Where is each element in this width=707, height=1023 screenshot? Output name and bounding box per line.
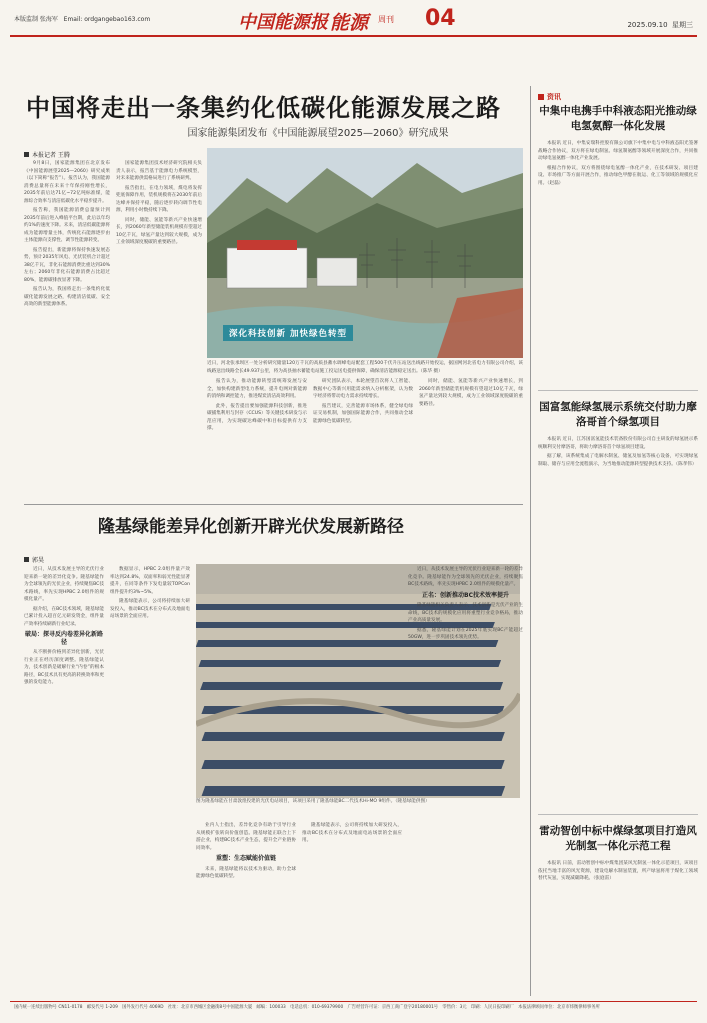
page-number: 04 — [425, 6, 456, 31]
lead-headline: 中国将走出一条集约化低碳化能源发展之路 — [26, 93, 501, 122]
lead-paragraph: 报告认为，推动能源转型需统筹发展与安全，加快构建新型电力系统，提升电网对新能源的消纳和调控能力，推进煤炭清洁高效利用。 — [207, 379, 307, 399]
sidebar-news1-title: 中集中电携手中科液态阳光推动绿电氢氨醇一体化发展 — [539, 105, 697, 132]
sidebar-paragraph: 本报讯 近日，中集安瑞科控股有限公司旗下中集中电与中科液态阳光签署战略合作协议，双方将在绿电制氢、绿氢制氨醇等领域开展深度合作，共同推动绿电氢氨醇一体化产业发展。 — [538, 141, 698, 161]
byline-square-icon — [24, 152, 29, 157]
article2-column-5 — [408, 566, 523, 996]
article-divider — [24, 504, 523, 505]
lead-column-5 — [419, 378, 523, 498]
lead-paragraph: 同时，储能、氢能等新兴产业快速增长，到2060年新型储能装机规模有望超过10亿千瓦，绿氢产量达到较大规模，成为工业领域深度脱碳的重要路径。 — [419, 379, 523, 407]
lead-column-1 — [24, 160, 110, 498]
editor-credit: 本版监制 张海军 — [14, 16, 58, 23]
lead-column-3 — [207, 378, 307, 498]
article2-column-4 — [302, 822, 402, 996]
article2-paragraph: 据介绍，在BC技术领域，隆基绿能已累计投入超百亿元研发资金，组件量产效率持续刷新行业纪录。 — [24, 606, 104, 627]
article2-paragraph: 近日，从技术发展主导的光伏行业迎来新一轮的差异化竞争。隆基绿能作为全球领先的光伏企业，持续聚焦BC技术路线，率先实现HPBC 2.0组件的规模化量产。 — [408, 567, 523, 587]
lead-column-2 — [116, 160, 202, 498]
sidebar-divider — [538, 390, 698, 391]
article2-paragraph: 数据显示，HPBC 2.0组件量产效率达到24.8%，双面率和弱光性能显著提升，在同等条件下发电量较TOPCon组件提升约3%~5%。 — [110, 567, 190, 595]
issue-weekday: 星期三 — [672, 21, 693, 29]
article2-paragraph: 隆基绿能表示，公司将持续加大研发投入，推动BC技术在分布式及地面电站场景的全面应用。 — [110, 599, 190, 619]
photo-slogan-badge: 深化科技创新 加快绿色转型 — [223, 325, 353, 341]
article2-paragraph: 隆基绿能表示，公司将持续加大研发投入，推动BC技术在分布式及地面电站场景的全面应用。 — [302, 823, 402, 843]
sidebar-divider — [538, 814, 698, 815]
footer-rule — [10, 1001, 697, 1002]
article2-subhead-2: 重塑：生态赋能价值链 — [215, 855, 276, 862]
article2-byline — [24, 555, 44, 564]
sidebar-paragraph: 据了解，该系统集成了电解水制氢、储氢及加氢等核心设备，可实现绿氢制取、储存与应用全流程演示，为当地推动能源转型提供技术支持。（陈孝伟） — [538, 454, 698, 467]
masthead-logo: 中国能源报 — [238, 12, 328, 33]
lead-paragraph: 报告称，我国能源消费总量预计到2035年前后进入峰值平台期，此后以年均约1%的速度下降。未来，清洁低碳能源将成为能源增量主体，传统化石能源逐步由主体能源向支撑性、调节性能源转变。 — [24, 208, 110, 243]
lead-column-4 — [313, 378, 413, 498]
header-date — [627, 20, 693, 30]
article2-paragraph: 隆基绿能相关负责人表示，技术创新是光伏产业的生命线，BC技术的规模化应用将重塑行业竞争格局，推动产业高质量发展。 — [408, 603, 523, 623]
lead-byline — [24, 150, 70, 159]
section-title: 能源 — [330, 12, 369, 34]
byline-square-icon — [24, 557, 29, 562]
tag-square-icon — [538, 94, 544, 100]
sidebar-news3-title: 雷动智创中标中煤绿氢项目打造风光制氢一体化示范工程 — [539, 825, 697, 852]
news-tag-label: 资讯 — [547, 92, 561, 101]
article2-paragraph: 业内人士指出，差异化竞争有助于引导行业从规模扩张转向价值创造。隆基绿能正联合上下游企业，构建BC技术产业生态，提升全产业链协同效率。 — [196, 823, 296, 851]
sidebar-paragraph: 本报讯 近日，江苏国富氢能技术装备股份有限公司自主研发的绿氢展示系统顺利交付摩洛哥，将助力摩洛哥首个绿氢项目建设。 — [538, 437, 698, 450]
article2-paragraph: 据悉，隆基绿能计划在2025年底实现BC产能超过50GW，进一步巩固技术领先优势。 — [408, 627, 523, 640]
sidebar-news1-body — [538, 140, 698, 370]
article2-byline-text: 郭昊 — [32, 557, 45, 564]
lead-paragraph: 9月8日，国家能源集团在北京发布《中国能源展望2025—2060》研究成果（以下简称“报告”）。报告认为，我国能源消费总量将在未来十年保持刚性增长，2035年前后达71亿~72亿吨标准煤，能源综合效率与清洁低碳化水平稳步提升。 — [24, 161, 110, 204]
news-tag — [538, 86, 561, 105]
lead-photo-caption: 近日，河北张承坝区一处分析研究储量120万千瓦的高质县蓄水调峰电站配套工程500千伏升压站送出线路开始投运，据国网河北省电力有限公司介绍，该线路送出线路全长49.937公里，将为高县抽水蓄能电站施工投运送电提供保障，确保清洁能源稳定送出。（陈华 摄） — [207, 361, 523, 374]
sidebar-rule — [530, 86, 531, 996]
lead-paragraph: 报告认为，我国将走出一条集约化低碳化能源发展之路，构建清洁低碳、安全高效的新型能源体系。 — [24, 287, 110, 307]
lead-paragraph: 报告提出，新能源将保持快速发展态势，预计2035年风电、光伏装机合计超过38亿千瓦，非化石能源消费比重达到30%左右；2060年非化石能源消费占比超过80%，能源碳排放显著下降。 — [24, 247, 110, 283]
article2-paragraph: 近日，从技术发展主导的光伏行业迎来新一轮的差异化竞争。隆基绿能作为全球领先的光伏企业，持续聚焦BC技术路线，率先实现HPBC 2.0组件的规模化量产。 — [24, 567, 104, 602]
lead-paragraph: 此外，报告提出要加强能源科技创新，推进碳捕集利用与封存（CCUS）等关键技术研发与示范应用，为实现碳达峰碳中和目标提供有力支撑。 — [207, 403, 307, 431]
article2-photo-caption: 图为隆基绿能在甘肃敦煌投建的光伏电站项目，该项目采用了隆基绿能BC二代技术Hi-MO 9组件。（隆基绿能供图） — [196, 799, 430, 804]
sidebar-news2-body — [538, 436, 698, 686]
article2-paragraph: 未来，隆基绿能将以技术为驱动，助力全球能源绿色低碳转型。 — [196, 866, 296, 879]
issue-date: 2025.09.10 — [627, 21, 668, 29]
sidebar-paragraph: 本报讯 日前，雷动智创中标中煤集团某风光制氢一体化示范项目，该项目依托当地丰富的风光资源，建设电解水制氢装置，所产绿氢将用于煤化工领域替代灰氢，实现减碳降耗。（张庭雷） — [538, 861, 698, 881]
article2-column-2 — [110, 566, 190, 996]
lead-paragraph: 报告指出，在电力领域，煤电将发挥兜底保障作用，装机规模将在2030年前后达峰并保持平稳，随后逐步转向调节性电源，利用小时数持续下降。 — [116, 185, 202, 213]
sidebar-news3-body — [538, 860, 698, 996]
sidebar-paragraph: 根据合作协议，双方将围绕绿电氢醇一体化产业，在技术研发、项目建设、市场推广等方面开展合作，推动绿色甲醇在航运、化工等领域的规模化应用。（赵磊） — [538, 165, 698, 186]
article2-headline: 隆基绿能差异化创新开辟光伏发展新路径 — [98, 517, 404, 537]
article2-subhead-3: 正名：创新推动BC技术效率提升 — [422, 591, 509, 599]
article2-paragraph: 从不断拼价格到差异化创新，光伏行业正在经历深度调整。隆基绿能认为，技术创新是破解行业“内卷”的根本路径，BC技术具有更高的转换效率和更强的发电能力。 — [24, 650, 104, 685]
lead-paragraph: 报告建议，完善能源市场体系，健全绿电绿证交易机制，加强国际能源合作，共同推动全球能源绿色低碳转型。 — [313, 403, 413, 424]
sidebar-news2-title: 国富氢能绿氢展示系统交付助力摩洛哥首个绿氢项目 — [539, 401, 697, 428]
lead-photo-pumped-storage — [207, 148, 523, 358]
article2-column-1 — [24, 566, 104, 996]
lead-paragraph: 研究团队表示，本轮展望首次将人工智能、数据中心等新兴用能需求纳入分析框架，认为数字经济将带动电力需求持续增长。 — [313, 379, 413, 399]
footer-imprint: 国内统一连续出版物号 CN11-0178 邮发代号 1-209 国外发行代号 4069D 社址：北京市西城区金融街8号中国能源大厦 邮编：100033 电话总机：010-69379900 广告经营许可证：京西工商广登字20180001号 零售价：3元 印刷：人民日报印刷厂 本报法律顾问单位：北京市炜衡律师事务所 — [14, 1005, 600, 1010]
section-weekly-label: 周刊 — [378, 15, 394, 24]
lead-subtitle: 国家能源集团发布《中国能源展望2025—2060》研究成果 — [187, 128, 449, 139]
lead-paragraph: 国家能源集团技术经济研究院相关负责人表示，报告基于能源电力系统模型，对未来能源供需格局进行了系统研判。 — [116, 161, 202, 181]
lead-paragraph: 同时，储能、氢能等新兴产业快速增长，到2060年新型储能装机规模有望超过10亿千瓦，绿氢产量达到较大规模，成为工业领域深度脱碳的重要路径。 — [116, 217, 202, 245]
editor-email: Email: ordgangebao163.com — [63, 16, 151, 23]
lead-byline-text: 本报记者 王腾 — [32, 152, 70, 159]
header-editor-line — [14, 14, 150, 23]
article2-column-3 — [196, 822, 296, 996]
article2-subhead-1: 破局：探寻反内卷差异化新路径 — [24, 631, 103, 646]
header-rule — [10, 35, 697, 37]
